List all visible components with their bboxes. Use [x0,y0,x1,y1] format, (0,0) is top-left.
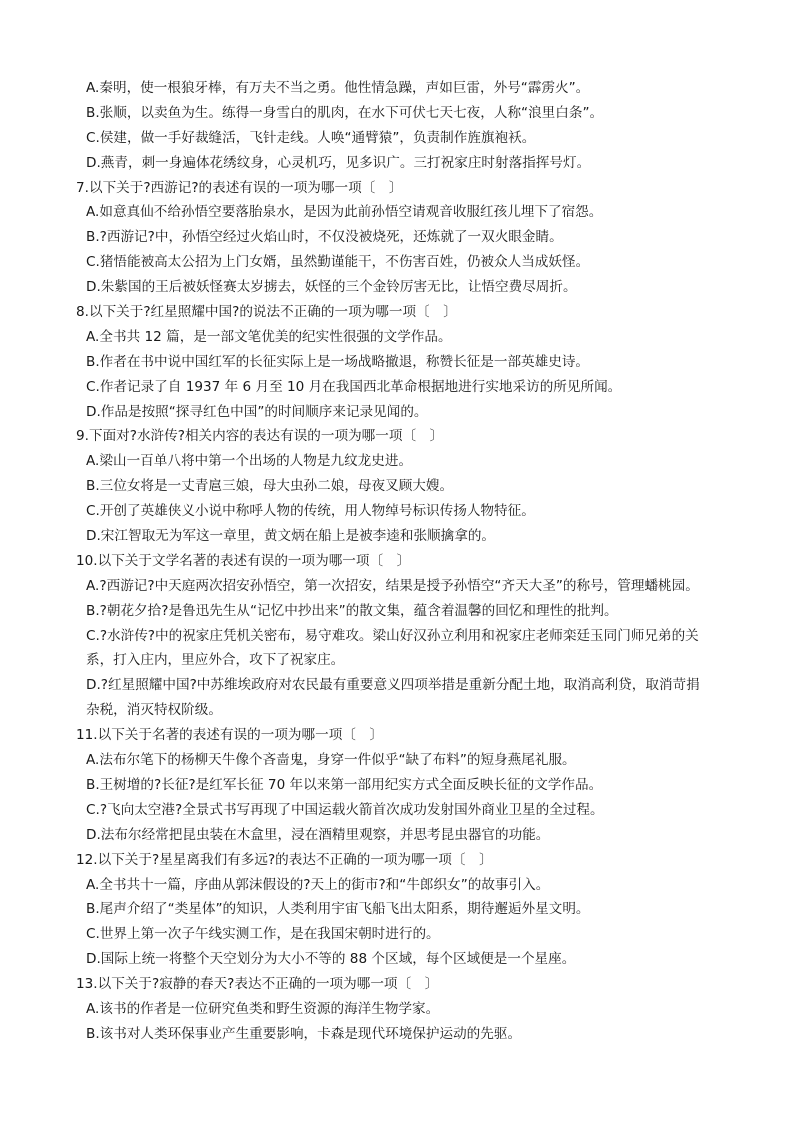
answer-option: D.国际上统一将整个天空划分为大小不等的 88 个区域，每个区域便是一个星座。 [86,951,576,968]
answer-option: A.秦明，使一根狼牙棒，有万夫不当之勇。他性情急躁，声如巨雷，外号“霹雳火”。 [86,80,590,96]
answer-option: B.张顺，以卖鱼为生。练得一身雪白的肌肉，在水下可伏七天七夜，人称“浪里白条”。 [86,104,604,121]
answer-option: C.开创了英雄侠义小说中称呼人物的传统，用人物绰号标识传扬人物特征。 [86,503,535,520]
answer-option: B.?朝花夕拾?是鲁迅先生从“记忆中抄出来”的散文集，蕴含着温馨的回忆和理性的批判。 [86,602,618,619]
answer-option: D.朱紫国的王后被妖怪赛太岁掳去，妖怪的三个金铃厉害无比，让悟空费尽周折。 [86,279,577,296]
answer-option: A.全书共 12 篇，是一部文笔优美的纪实性很强的文学作品。 [86,328,452,345]
answer-option: D.?红星照耀中国?中苏维埃政府对农民最有重要意义四项举措是重新分配土地，取消高利贷，取消苛捐 [86,677,700,694]
answer-option: C.作者记录了自 1937 年 6 月至 10 月在我国西北革命根据地进行实地采访的所见所闻。 [86,378,622,395]
answer-option: D.燕青，刺一身遍体花绣纹身，心灵机巧，见多识广。三打祝家庄时射落指挥号灯。 [86,154,591,171]
answer-option: D.宋江智取无为军这一章里，黄文炳在船上是被李逵和张顺擒拿的。 [86,528,496,545]
question-stem: 7.以下关于?西游记?的表述有误的一项为哪一项〔 〕 [76,179,403,196]
answer-option: D.作品是按照“探寻红色中国”的时间顺序来记录见闻的。 [86,403,428,420]
question-stem: 8.以下关于?红星照耀中国?的说法不正确的一项为哪一项〔 〕 [76,304,457,321]
answer-option: A.?西游记?中天庭两次招安孙悟空，第一次招安，结果是授予孙悟空“齐天大圣”的称号，管理蟠桃园。 [86,577,699,594]
question-stem: 12.以下关于?星星离我们有多远?的表达不正确的一项为哪一项〔 〕 [76,851,493,868]
answer-option: C.猪悟能被高太公招为上门女婿，虽然勤谨能干，不伤害百姓，仍被众人当成妖怪。 [86,254,590,271]
answer-option: B.三位女将是一丈青扈三娘，母大虫孙二娘，母夜叉顾大嫂。 [86,478,454,495]
answer-option: B.作者在书中说中国红军的长征实际上是一场战略撤退，称赞长征是一部英雄史诗。 [86,353,590,370]
answer-option: 杂税，消灭特权阶级。 [86,702,222,719]
answer-option: B.王树增的?长征?是红军长征 70 年以来第一部用纪实方式全面反映长征的文学作品。 [86,776,603,793]
answer-option: A.如意真仙不给孙悟空要落胎泉水，是因为此前孙悟空请观音收服红孩儿埋下了宿怨。 [86,204,603,221]
answer-option: 系，打入庄内，里应外合，攻下了祝家庄。 [86,652,345,669]
question-stem: 13.以下关于?寂静的春天?表达不正确的一项为哪一项〔 〕 [76,976,439,993]
answer-option: C.?水浒传?中的祝家庄凭机关密布，易守难攻。梁山好汉孙立利用和祝家庄老师栾廷玉同门师兄弟的关 [86,627,699,644]
question-list [76,76,724,1047]
answer-option: C.侯建，做一手好裁缝活，飞针走线。人唤“通臂猿”，负责制作旌旗袍袄。 [86,129,536,146]
answer-option: A.全书共十一篇，序曲从郭沫假设的?天上的街市?和“牛郎织女”的故事引入。 [86,876,550,893]
question-stem: 9.下面对?水浒传?相关内容的表达有误的一项为哪一项〔 〕 [76,428,444,445]
answer-option: A.该书的作者是一位研究鱼类和野生资源的海洋生物学家。 [86,1000,440,1017]
question-stem: 10.以下关于文学名著的表述有误的一项为哪一项〔 〕 [76,552,411,569]
answer-option: A.梁山一百单八将中第一个出场的人物是九纹龙史进。 [86,453,413,470]
question-stem: 11.以下关于名著的表述有误的一项为哪一项〔 〕 [76,727,384,744]
answer-option: D.法布尔经常把昆虫装在木盒里，浸在酒精里观察，并思考昆虫器官的功能。 [86,826,550,843]
answer-option: B.该书对人类环保事业产生重要影响，卡森是现代环境保护运动的先驱。 [86,1025,522,1042]
answer-option: A.法布尔笔下的杨柳天牛像个吝啬鬼，身穿一件似乎“缺了布料”的短身燕尾礼服。 [86,752,576,769]
answer-option: C.世界上第一次子午线实测工作，是在我国宋朝时进行的。 [86,926,440,943]
answer-option: C.?飞向太空港?全景式书写再现了中国运载火箭首次成功发射国外商业卫星的全过程。 [86,801,604,818]
answer-option: B.尾声介绍了“类星体”的知识，人类利用宇宙飞船飞出太阳系，期待邂逅外星文明。 [86,901,590,918]
answer-option: B.?西游记?中，孙悟空经过火焰山时，不仅没被烧死，还炼就了一双火眼金睛。 [86,229,563,246]
